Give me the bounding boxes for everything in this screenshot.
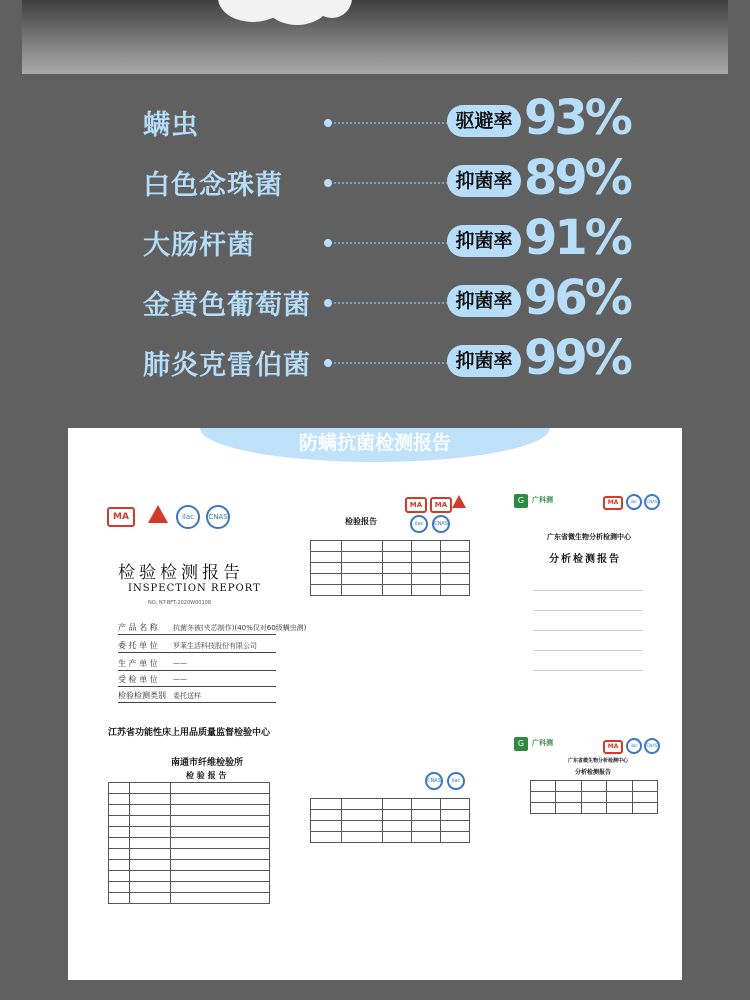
report-title: 分析检测报告 [575, 769, 612, 776]
organism-name: 白色念珠菌 [143, 170, 283, 201]
rate-label: 抑菌率 [447, 165, 521, 197]
efficacy-row [0, 270, 750, 335]
cnas-logo: CNAS [644, 738, 660, 754]
cma-logo: MA [430, 497, 452, 513]
report-title: 分析检测报告 [549, 554, 621, 565]
organism-name: 肺炎克雷伯菌 [143, 350, 311, 381]
ilac-logo: ilac [447, 772, 465, 790]
field-row: 生 产 单 位 —— [118, 656, 276, 671]
rate-label: 抑菌率 [447, 225, 521, 257]
field-row: 产 品 名 称 抗菌冬被(夹芯制作)(40%仅对60级螨虫测) [118, 620, 276, 635]
brand-logo: G [514, 494, 528, 508]
efficacy-row [0, 210, 750, 275]
cnas-logo: CNAS [432, 515, 450, 533]
rate-value: 99% [524, 330, 630, 386]
cnas-logo: CNAS [644, 494, 660, 510]
panel-title: 防螨抗菌检测报告 [200, 428, 550, 462]
field-row: 检验检测类别 委托送样 [118, 688, 276, 703]
connector-line [330, 362, 460, 364]
report-table [310, 540, 470, 596]
cma-logo: MA [603, 740, 623, 754]
rate-value: 91% [524, 210, 630, 266]
rate-label: 驱避率 [447, 105, 521, 137]
efficacy-row [0, 330, 750, 395]
rate-label: 抑菌率 [447, 345, 521, 377]
report-org: 广东省微生物分析检测中心 [568, 758, 629, 764]
cnas-logo: CNAS [425, 772, 443, 790]
rate-value: 89% [524, 150, 630, 206]
rate-value: 96% [524, 270, 630, 326]
brand-logo: G [514, 737, 528, 751]
organism-name: 螨虫 [143, 110, 199, 141]
report-title-en: INSPECTION REPORT [128, 583, 261, 594]
organism-name: 金黄色葡萄菌 [143, 290, 311, 321]
rate-value: 93% [524, 90, 630, 146]
hero-image [22, 0, 728, 74]
ilac-logo: ilac [626, 738, 642, 754]
report-org: 南通市纤维检验所 [171, 758, 244, 768]
report-number: NO: NT-BFT-2020W00108 [148, 600, 212, 606]
report-org: 广东省微生物分析检测中心 [547, 532, 631, 541]
connector-line [330, 182, 460, 184]
cma-logo: MA [603, 496, 623, 510]
report-table [108, 782, 270, 904]
report-table [530, 780, 658, 814]
field-row: 委 托 单 位 罗莱生活科技股份有限公司 [118, 638, 276, 653]
efficacy-row [0, 150, 750, 215]
ilac-logo: ilac [176, 505, 200, 529]
report-title: 检 验 报 告 [186, 770, 227, 780]
brand-name: 广科测 [532, 738, 553, 747]
report-title: 检验报告 [345, 516, 377, 526]
cal-logo [452, 495, 466, 508]
field-row: 受 检 单 位 —— [118, 672, 276, 687]
report-table [310, 798, 470, 843]
cma-logo: MA [405, 497, 427, 513]
organism-name: 大肠杆菌 [143, 230, 255, 261]
ilac-logo: ilac [626, 494, 642, 510]
rate-label: 抑菌率 [447, 285, 521, 317]
report-org: 江苏省功能性床上用品质量监督检验中心 [108, 728, 271, 738]
report-title: 检验检测报告 [118, 563, 244, 583]
connector-line [330, 242, 460, 244]
ilac-logo: ilac [410, 515, 428, 533]
efficacy-row [0, 90, 750, 155]
cma-logo: MA [107, 507, 135, 527]
cnas-logo: CNAS [206, 505, 230, 529]
connector-line [330, 302, 460, 304]
connector-line [330, 122, 460, 124]
cal-logo [148, 505, 168, 523]
brand-name: 广科测 [532, 495, 553, 504]
